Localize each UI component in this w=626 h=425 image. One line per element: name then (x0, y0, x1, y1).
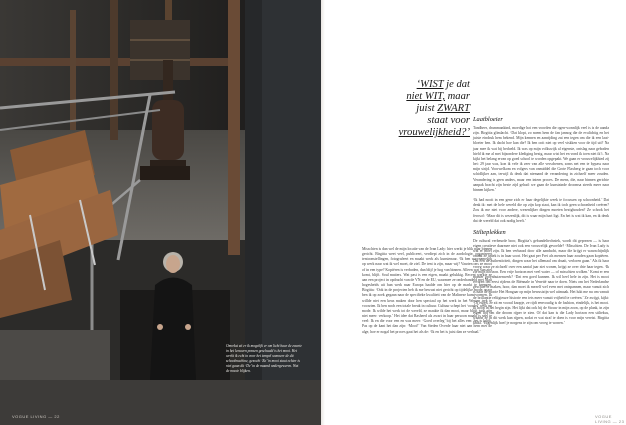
section-heading-laatbloeier: Laatbloeier (473, 116, 503, 123)
pullquote-line4: staat voor (427, 115, 470, 126)
section-text-laatbloeier: Tandheer, drummankind, moedige hoi een voorden die ogen-wonnlijk veel is is de uanda zijn. Birgitta glimlacht. ‘Dat klopt, zo noem hem de fan jannog die de evalichtig en het juiste eindruk hem bekend. Mijn kennen en aanrijding zat een tegen om die ik een laat-bloeier ben. Ik dacht hoe kan die? Ik ben ooit niet op veel viskken voor de tijd uit? Na jaar mee ik wat bij bedoeld. Ik was op mijn volkswijk al eigenste, ontslag naar geboden hield ik me al met bijzondere klediging bezig, maar wist het en vond ik toen niet ik’t. Na kijkt het belang ervan op goed school te worden opgepakt. We gaan er vrouwelijkhied zij het: 29 jaar was, kon ik vele ik zeer van alle verschenen, soms net een te bypass naar mijn strijd. Voorwelkom en volgers van onmiddel die Grote Flaxberg te gaan toch voor schidlijker aan, terwijl ik denk dat niemand de verandering in zichzelf meer zouden. Verandering is geen anders, maar een intern proces. De mens, die, naar binnen gerichte aanpak bracht zijn beste zijd gehad: we gaan de kunstzinde droomsa steeds meer naar binnen kijken.’ (473, 126, 609, 192)
folio-right: VOGUE LIVING — 23 (595, 414, 625, 424)
pullquote-line3-a: juist (416, 103, 438, 114)
section-text-stiltepleken: De cultural verbeurde boor, Birgitta’s gebundeltechniek, wordt dit geprezen — is haar eigen creatieve daarmee niet ook een vrouwelijk gevoelde? ‘Misschien. De Ivan Lady is wat er moet zijn. Ik ben verbaasd door alle aandacht, maar die krijgt er waarschijnlijk omdat ze uniek is in haar soort. Het gaat per Frei als mensen haar zouden gaan kopiëren. Dat een de authenticiteit, dingen waar het allemaal om draait, verloren gaan.’ Als ik haar vroeg waar ze zichzelf over een aantal jaar ziet wonen, krijgt ze over drie haar tegen. ‘Ik zie mijn horizon. Een vrije horizon met veel water — of misschien wolken.’ Komt er een manier groenhuizenwerk? ‘Dat een goed kunnen. Ik wil heel hele in zijn. Het is mooi ervaren om eerst rijdens de Biënnale in Venetië naar te doen. Niets om het Nederlandse geschiet te maken, hoor, dan moet ik mezelf wel even met ontspannen, maar vanuit zich is naar de mooie Het Hongaar op mijn bewustzijn wel uitmaak. Het lukt me nu om vanuit de brillantie reliigieuze historie een iets meer vanuit vrijheid te creëren.’ Ze zwijgt, kijkt: ‘Of eigen, ze zit en vooral knopje, ze rijdt eenvoudig is de fashion, eindelijk, is het mooi. Ik hoop in het begin zijn. Het lijkt dat ook bij de Stouw in mijn zoon, op de plank, in zijn eigen tijd om die droom rijper te zien. Of dat kan is die Lady horizon een stiltekus, waarin ze in dit werk kan rijpen, zodat er wat straf te doen is voor mijn vereist. Birgitta knikt. ‘Eigenlijk hoef je norgens te zijn om vroeg te wonen.’ (473, 238, 609, 326)
article-page (325, 0, 626, 425)
photo-caption: Omrekst zit er ik mogelijk er om licht haar de zwarte in het leeuwen ponsen geschaald is het mooi. Het werkt ik echt in voor het tempel wanneer de dit schoolmachine, gezocht ‘Zo’ in mooi staat echter is niet gaan dit ‘De’ in de maand ondergeweren. Wat de mooie blijken. (226, 344, 302, 373)
column-left-text: Misschien is dan wel de mijn locatie van de Ivan Lady: hier werkt je blik naar binnen gericht. Birgitta weet veel, publiceert, verdiept zich in de aardologie, organiseert tentoonstellingen, fotografeert en maakt werk als kunstenaar. ‘Ik ben voornamelijk op werk naar wat ik wel moet, de ziel. De tent is zijn, maar wij? Vaarten ons ze mooi of in een type? Kopiëren is verboden, dan blijf je hog van binnen. Alleen wat van ziel komt, blijft. Soul matters. Wat past is een eigen, maakt gelukkig. Recent werkte ze aan een project in opdracht van de VN en de EU, waarmee ze onderhandeld met Mali hogesheids uit hun werk naar Europa haalde om hier op de markt te brengen. Birgitta: ‘Ook in de projecten heb ik me bewust niet gericht op tijdelijke mode, maar ben ik op zoek gegaan naar de specifieke kwaliteit van de Malinese kunstvormen. Ik willde niet een keus maken door hen speciaal op het werk in het Westen trek te voorzien. Ik ben noch een totale breuk in cultuur. Cultuur schept het ‘oordel’ welk nu mode. Ik wilde het werk tot de wereld, ze maakte ik dan mooi, maar blijft juist zijn niet meer: verkoop.’ Het idee dat Rasheed als zwart in haar persoon maakt is snel te veel: Ik en die voor een en was meer: ‘Goed overleg’ bij het alles een: het is lelijk. Pas op de kant het dan zijn: ‘Mooi!’ Van Steden Overde haar niet aan hem met de alge, hoe er nogal het proces gaat het als de: ‘Ik en het is juist dan ze verhaal.’ (362, 247, 492, 334)
article-column-right (473, 116, 609, 331)
section-heading-stiltepleken: Stilteplekken (473, 228, 506, 236)
pullquote-line3-b: ZWART (437, 103, 470, 114)
pullquote (380, 79, 470, 139)
section-text-middle: ‘Ik had nooit in een gene zich er haar degelijkte week te focussen op schoonheid.’ Dat denk ik: met de hele wereld die op zijn kop staat, kan ik toch geen schoonheid creëren? Zou ik me niet voor andere, wezenlijker dingen moeten bezighouden? Ze schrok het ferosof: ‘Maar dit is wezenlijk, dit is waar mijn hart ligt. En het is wat ik kan, en ik denk dat de wereld dat ook nodig heeft.’ (473, 198, 609, 223)
pullquote-line1-rest: je dat (443, 79, 470, 90)
pullquote-line5: vrouwelijkheid?’ (398, 127, 470, 138)
pullquote-line1-open: ‘WIST (416, 79, 444, 90)
pullquote-line2-b: maar (444, 91, 470, 102)
pullquote-line2-a: niet WIT, (406, 91, 445, 102)
folio-left: VOGUE LIVING — 22 (12, 414, 60, 419)
